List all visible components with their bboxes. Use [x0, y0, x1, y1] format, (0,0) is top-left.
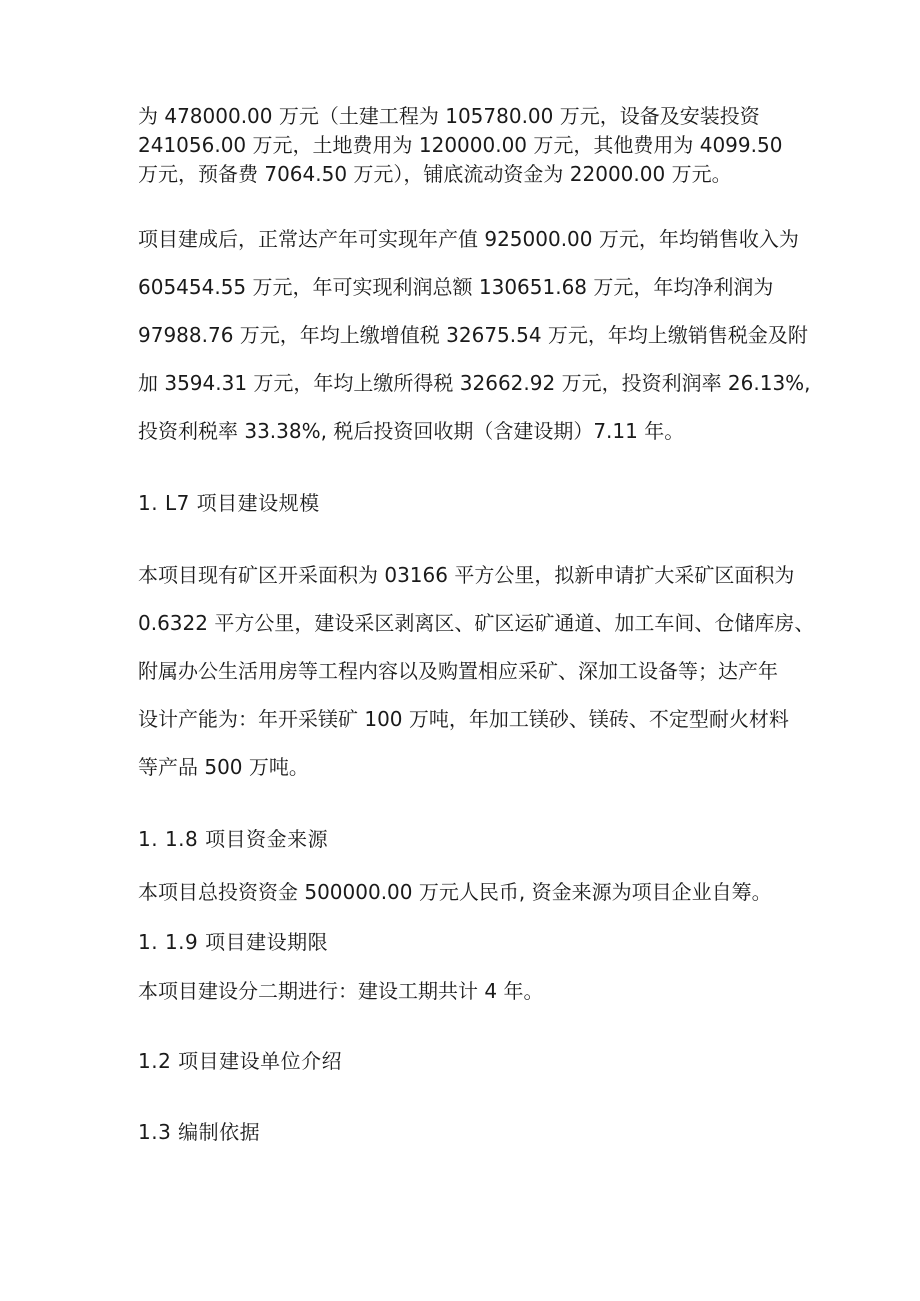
paragraph-line: 本项目总投资资金 500000.00 万元人民币, 资金来源为项目企业自筹。	[138, 880, 772, 904]
paragraph-line: 0.6322 平方公里，建设采区剥离区、矿区运矿通道、加工车间、仓储库房、	[138, 611, 815, 635]
paragraph-line: 设计产能为：年开采镁矿 100 万吨，年加工镁砂、镁砖、不定型耐火材料	[138, 707, 789, 731]
section-heading-1-3: 1.3 编制依据	[138, 1120, 261, 1144]
paragraph-line: 本项目建设分二期进行：建设工期共计 4 年。	[138, 979, 544, 1003]
paragraph-line: 241056.00 万元，土地费用为 120000.00 万元，其他费用为 4099.50	[138, 133, 783, 157]
paragraph-line: 本项目现有矿区开采面积为 03166 平方公里，拟新申请扩大采矿区面积为	[138, 563, 795, 587]
paragraph-line: 项目建成后，正常达产年可实现年产值 925000.00 万元，年均销售收入为	[138, 227, 799, 251]
paragraph-line: 为 478000.00 万元（土建工程为 105780.00 万元，设备及安装投资	[138, 104, 760, 128]
paragraph-line: 605454.55 万元，年可实现利润总额 130651.68 万元，年均净利润为	[138, 275, 774, 299]
paragraph-line: 等产品 500 万吨。	[138, 755, 309, 779]
paragraph-line: 投资利税率 33.38%, 税后投资回收期（含建设期）7.11 年。	[138, 419, 685, 443]
section-heading-1-1-9: 1. 1.9 项目建设期限	[138, 930, 329, 954]
paragraph-line: 万元，预备费 7064.50 万元），铺底流动资金为 22000.00 万元。	[138, 162, 732, 186]
paragraph-line: 附属办公生活用房等工程内容以及购置相应采矿、深加工设备等；达产年	[138, 659, 778, 683]
paragraph-line: 97988.76 万元，年均上缴增值税 32675.54 万元，年均上缴销售税金及附	[138, 323, 808, 347]
section-heading-1-1-8: 1. 1.8 项目资金来源	[138, 827, 329, 851]
paragraph-line: 加 3594.31 万元，年均上缴所得税 32662.92 万元，投资利润率 26.13%,	[138, 371, 811, 395]
section-heading-1-1-7: 1. L7 项目建设规模	[138, 491, 320, 515]
section-heading-1-2: 1.2 项目建设单位介绍	[138, 1049, 343, 1073]
